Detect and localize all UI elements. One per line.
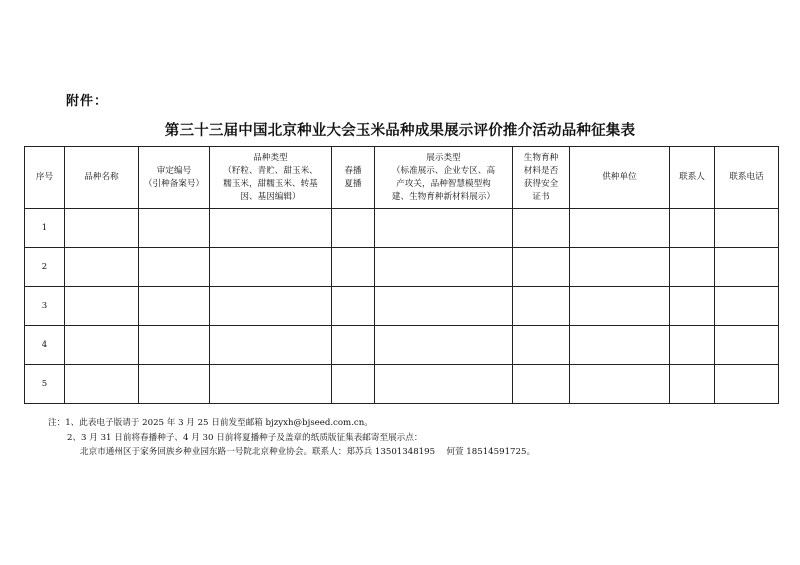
contact-person-cell[interactable] — [670, 326, 715, 365]
header-contact-person — [670, 147, 715, 209]
table-row — [25, 287, 779, 326]
approval-number-cell[interactable] — [139, 248, 210, 287]
approval-number-cell[interactable] — [139, 209, 210, 248]
seed-supplier-cell[interactable] — [570, 287, 670, 326]
header-line: 夏播 — [344, 178, 362, 189]
display-type-cell[interactable] — [375, 287, 513, 326]
note-line-address: 北京市通州区于家务回族乡种业园东路一号院北京种业协会。联系人：郑苏兵 13501348195 何萱 18514591725。 — [80, 447, 536, 457]
header-row — [25, 147, 779, 209]
header-line: 产攻关，品种智慧模型构 — [396, 178, 491, 189]
header-line: 联系人 — [679, 172, 705, 182]
approval-number-cell[interactable] — [139, 326, 210, 365]
header-serial — [25, 147, 65, 209]
header-display-type — [375, 147, 513, 209]
contact-person-cell[interactable] — [670, 248, 715, 287]
row-serial: 3 — [25, 287, 65, 326]
contact-person-cell[interactable] — [670, 365, 715, 404]
header-biosafety-certificate — [513, 147, 570, 209]
header-line: 春播 — [344, 165, 362, 176]
header-line: 展示类型 — [426, 152, 461, 163]
header-line: 审定编号 — [156, 165, 192, 176]
attachment-label: 附件： — [66, 94, 109, 109]
form-title: 第三十三届中国北京种业大会玉米品种成果展示评价推介活动品种征集表 — [164, 122, 636, 139]
variety-name-cell[interactable] — [65, 326, 139, 365]
variety-type-cell[interactable] — [210, 209, 332, 248]
contact-person-cell[interactable] — [670, 209, 715, 248]
header-sowing-season — [332, 147, 375, 209]
header-line: 获得安全 — [523, 178, 559, 189]
contact-phone-cell[interactable] — [715, 365, 779, 404]
variety-type-cell[interactable] — [210, 326, 332, 365]
sowing-season-cell[interactable] — [332, 287, 375, 326]
seed-supplier-cell[interactable] — [570, 209, 670, 248]
header-line: （籽粒、青贮、甜玉米、 — [223, 165, 318, 176]
contact-phone-cell[interactable] — [715, 248, 779, 287]
table-row — [25, 326, 779, 365]
variety-name-cell[interactable] — [65, 287, 139, 326]
variety-type-cell[interactable] — [210, 287, 332, 326]
contact-phone-cell[interactable] — [715, 209, 779, 248]
header-line: 品种名称 — [84, 172, 119, 182]
header-line: （标准展示、企业专区、高 — [391, 165, 496, 176]
biosafety-certificate-cell[interactable] — [513, 287, 570, 326]
sowing-season-cell[interactable] — [332, 248, 375, 287]
variety-name-cell[interactable] — [65, 209, 139, 248]
contact-person-cell[interactable] — [670, 287, 715, 326]
variety-type-cell[interactable] — [210, 365, 332, 404]
table-row — [25, 248, 779, 287]
header-contact-phone — [715, 147, 779, 209]
note-line-mailing: 2、3 月 31 日前将春播种子、4 月 30 日前将夏播种子及盖章的纸质版征集表邮寄至展示点： — [67, 432, 423, 443]
table-row — [25, 209, 779, 248]
biosafety-certificate-cell[interactable] — [513, 365, 570, 404]
contact-phone-cell[interactable] — [715, 326, 779, 365]
header-line: 因、基因编辑） — [240, 191, 301, 202]
variety-name-cell[interactable] — [65, 248, 139, 287]
header-approval-number — [139, 147, 210, 209]
header-line: 糯玉米，甜糯玉米、转基 — [223, 178, 318, 189]
approval-number-cell[interactable] — [139, 287, 210, 326]
header-line: 证书 — [532, 191, 550, 202]
header-line: 生物育种 — [523, 152, 559, 163]
table-row — [25, 365, 779, 404]
sowing-season-cell[interactable] — [332, 326, 375, 365]
header-line: 材料是否 — [523, 165, 559, 176]
sowing-season-cell[interactable] — [332, 209, 375, 248]
display-type-cell[interactable] — [375, 209, 513, 248]
row-serial: 4 — [25, 326, 65, 365]
header-line: 供种单位 — [602, 172, 637, 182]
variety-name-cell[interactable] — [65, 365, 139, 404]
display-type-cell[interactable] — [375, 326, 513, 365]
biosafety-certificate-cell[interactable] — [513, 209, 570, 248]
seed-supplier-cell[interactable] — [570, 248, 670, 287]
variety-type-cell[interactable] — [210, 248, 332, 287]
header-line: 品种类型 — [253, 152, 288, 163]
row-serial: 5 — [25, 365, 65, 404]
header-variety-type — [210, 147, 332, 209]
note-line-email: 注：1、此表电子版请于 2025 年 3 月 25 日前发至邮箱 bjzyxh@bjseed.com.cn。 — [48, 418, 373, 428]
display-type-cell[interactable] — [375, 248, 513, 287]
biosafety-certificate-cell[interactable] — [513, 248, 570, 287]
display-type-cell[interactable] — [375, 365, 513, 404]
row-serial: 1 — [25, 209, 65, 248]
notes-section — [48, 416, 535, 460]
biosafety-certificate-cell[interactable] — [513, 326, 570, 365]
header-line: 序号 — [35, 172, 54, 182]
header-variety-name — [65, 147, 139, 209]
header-line: （引种备案号） — [143, 178, 205, 189]
header-line: 联系电话 — [729, 172, 764, 182]
contact-phone-cell[interactable] — [715, 287, 779, 326]
header-line: 建、生物育种新材料展示） — [391, 191, 496, 202]
sowing-season-cell[interactable] — [332, 365, 375, 404]
seed-supplier-cell[interactable] — [570, 365, 670, 404]
header-seed-supplier — [570, 147, 670, 209]
row-serial: 2 — [25, 248, 65, 287]
seed-supplier-cell[interactable] — [570, 326, 670, 365]
approval-number-cell[interactable] — [139, 365, 210, 404]
collection-form-table — [24, 146, 779, 404]
